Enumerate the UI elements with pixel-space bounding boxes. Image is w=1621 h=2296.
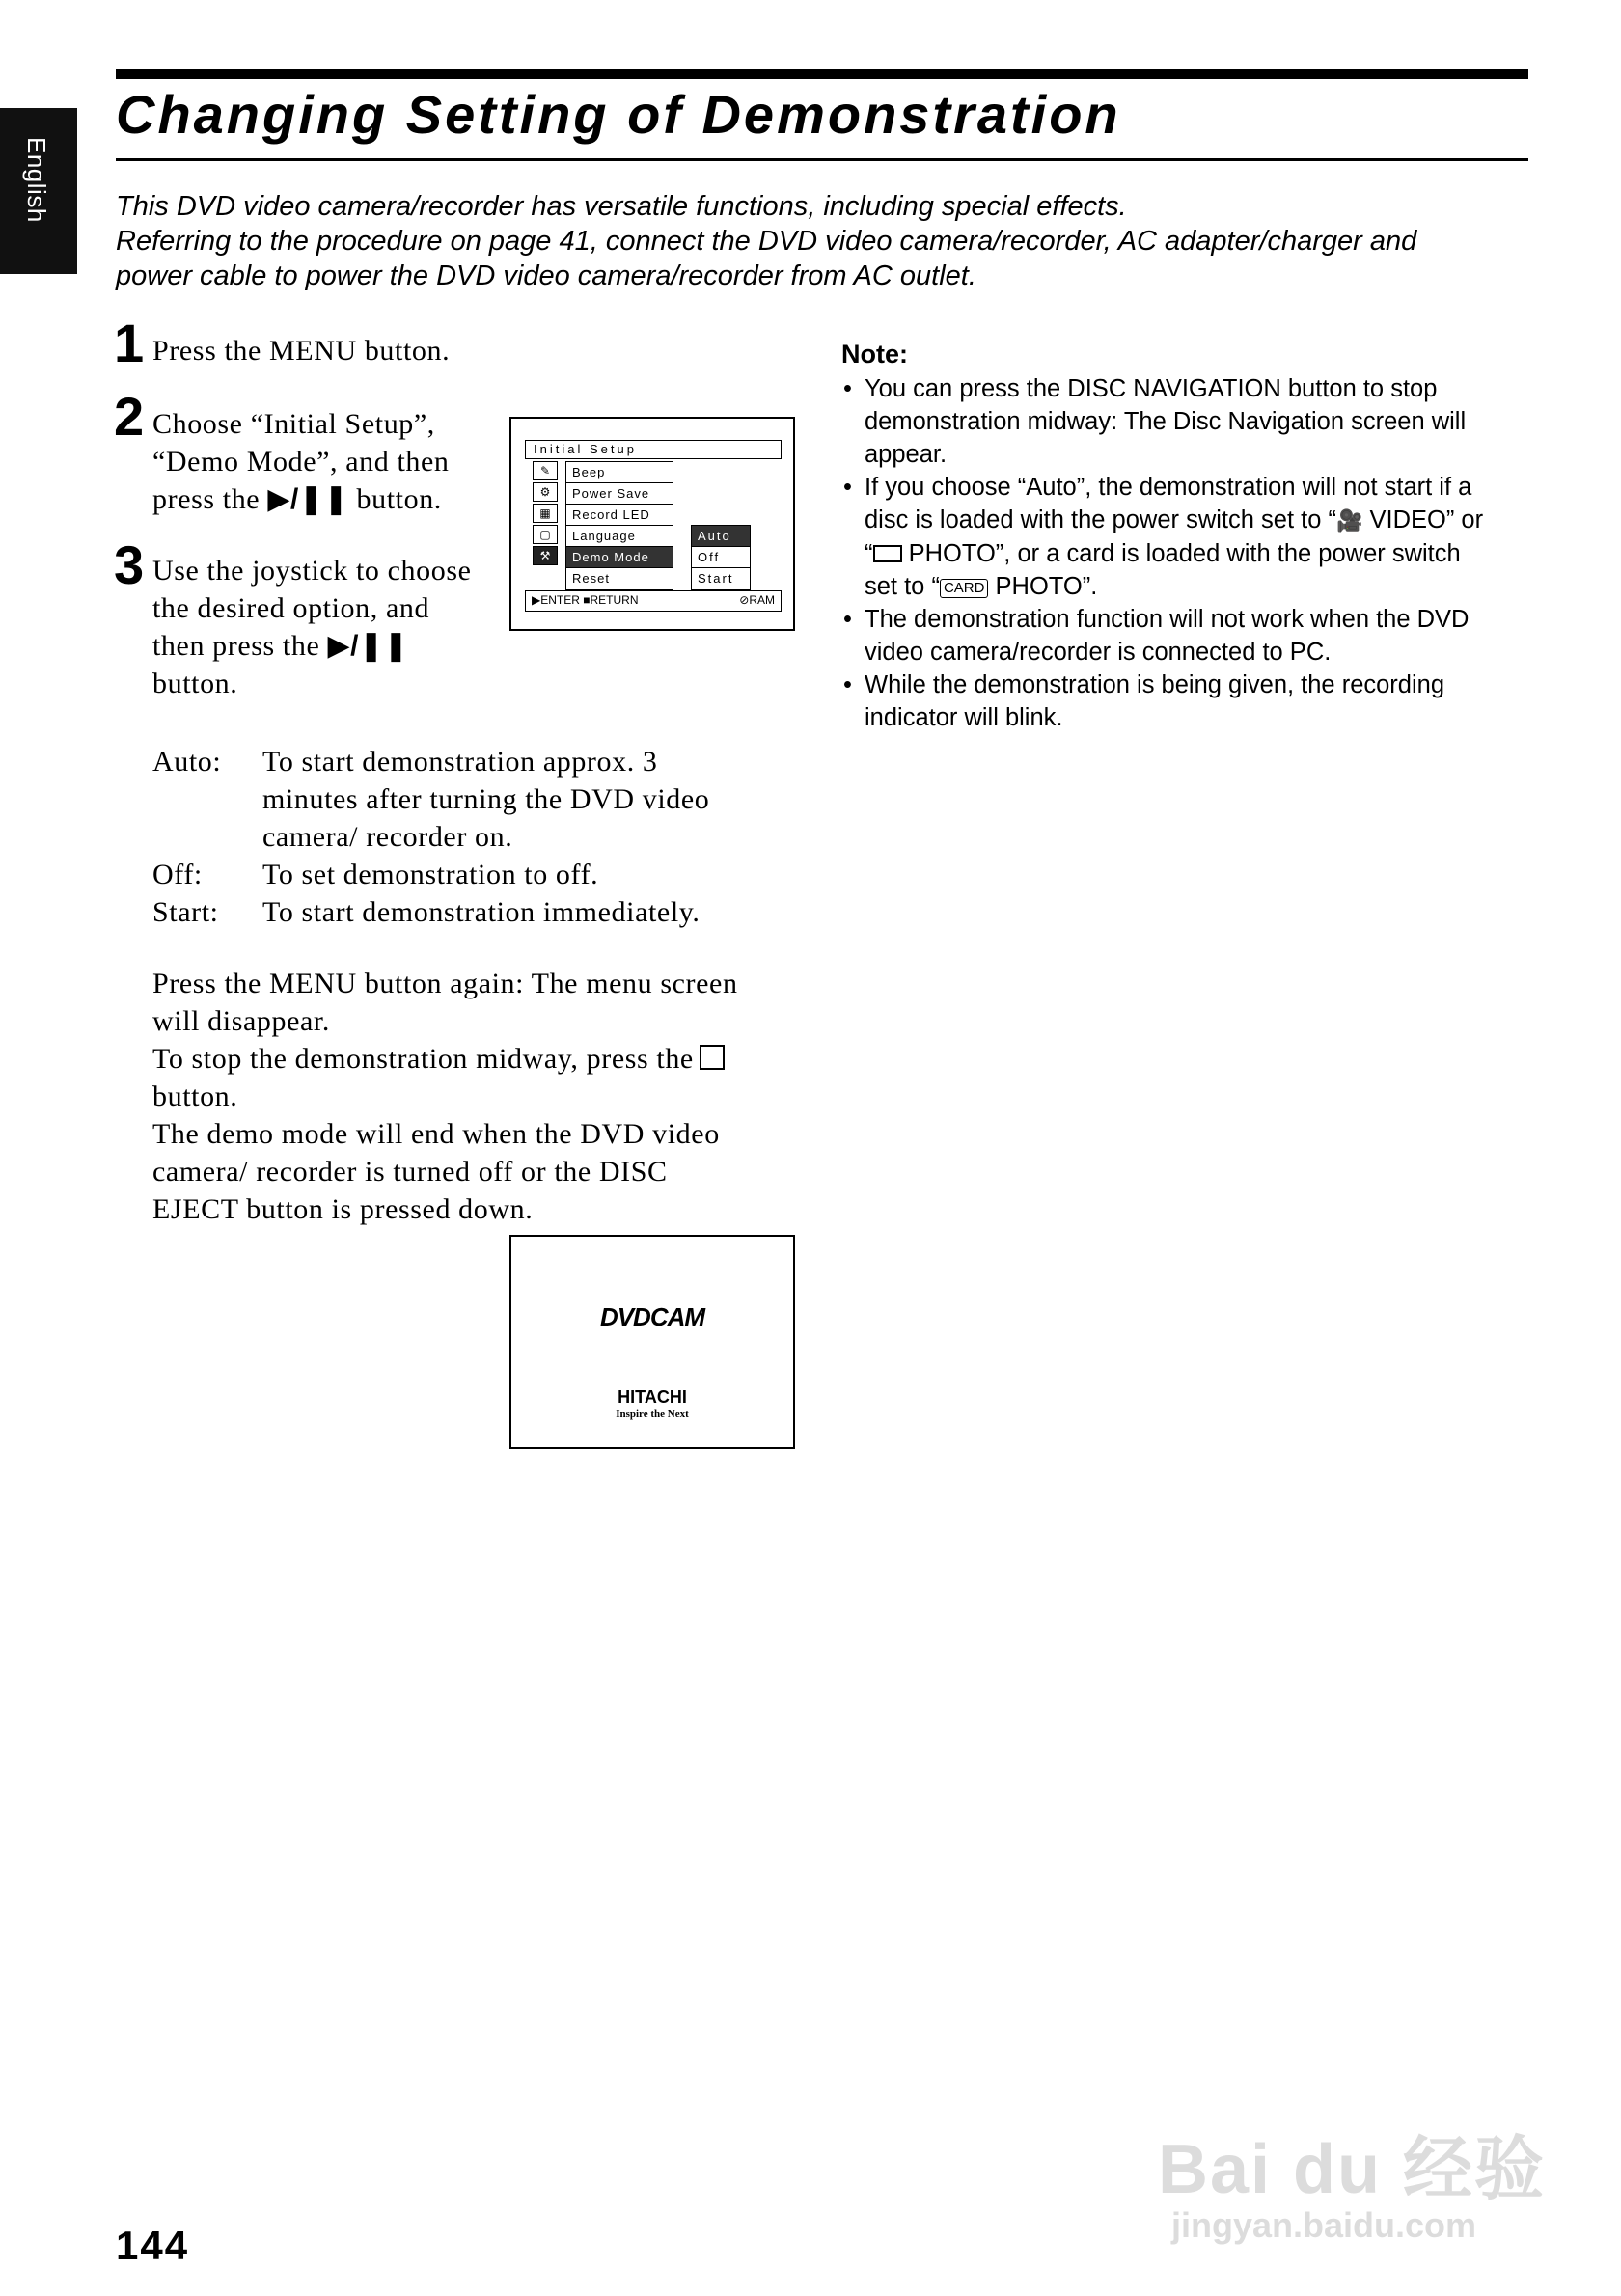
step-line-text: press the	[152, 483, 261, 515]
date-icon: ▦	[533, 504, 558, 523]
note-line	[865, 537, 1536, 570]
watermark-url: jingyan.baidu.com	[1171, 2205, 1477, 2245]
menu-option: Off	[692, 547, 750, 568]
step-line: button.	[152, 668, 238, 699]
option-label: Start:	[152, 896, 219, 928]
option-row	[152, 743, 828, 856]
page-title: Changing Setting of Demonstration	[116, 84, 1121, 145]
option-description	[262, 743, 828, 856]
intro-line: This DVD video camera/recorder has versatile functions, including special effects.	[116, 191, 1127, 222]
option-description	[262, 856, 828, 893]
menu-item-selected: Demo Mode	[566, 547, 673, 568]
card-icon: CARD	[940, 579, 989, 598]
initial-setup-icon: ⚒	[533, 546, 558, 565]
setup-icon: ✎	[533, 461, 558, 480]
note-line: demonstration midway: The Disc Navigation screen will	[865, 408, 1467, 435]
footer-enter-label: ENTER	[540, 593, 580, 607]
note-line: • While the demonstration is being given, the recording	[865, 671, 1445, 698]
closing-paragraph	[152, 965, 809, 1228]
enter-icon: ▶	[532, 593, 541, 607]
note-text: PHOTO”.	[988, 573, 1098, 600]
note-text: PHOTO”, or a card is loaded with the power switch	[901, 540, 1461, 567]
menu-footer-media	[739, 591, 775, 611]
closing-line: camera/ recorder is turned off or the DISC	[152, 1156, 668, 1188]
closing-line: button.	[152, 1080, 238, 1112]
closing-line	[152, 1040, 809, 1078]
menu-footer-nav	[532, 591, 639, 611]
return-icon: ■	[583, 593, 591, 607]
demo-logo-screen	[509, 1235, 795, 1449]
option-row	[152, 893, 828, 931]
note-item	[841, 669, 1536, 734]
dvdcam-logo: DVDCAM	[599, 1302, 705, 1331]
hitachi-tagline: Inspire the Next	[616, 1408, 689, 1420]
closing-line: The demo mode will end when the DVD video	[152, 1118, 720, 1150]
note-text: VIDEO” or	[1362, 506, 1484, 533]
note-heading: Note:	[841, 340, 908, 369]
menu-screen-illustration	[509, 417, 795, 631]
footer-ram-label: RAM	[749, 593, 775, 607]
step-line: Press the MENU button.	[152, 335, 451, 367]
note-text: set to “	[865, 573, 940, 600]
menu-item: Beep	[566, 462, 673, 483]
note-line: • If you choose “Auto”, the demonstration will not start if a	[865, 474, 1472, 501]
closing-line-text: To stop the demonstration midway, press the	[152, 1043, 694, 1075]
note-text: “	[865, 540, 873, 567]
page-number: 144	[116, 2223, 190, 2268]
title-rule-bottom	[116, 158, 1528, 161]
menu-item: Language	[566, 526, 673, 547]
hitachi-logo: HITACHI	[618, 1387, 687, 1407]
step-line	[152, 627, 509, 665]
menu-item-list	[565, 461, 673, 590]
note-line: • You can press the DISC NAVIGATION button to stop	[865, 375, 1438, 402]
step-line	[152, 480, 500, 518]
menu-item: Power Save	[566, 483, 673, 505]
step-2-text	[152, 405, 500, 518]
step-1-text	[152, 332, 450, 369]
menu-footer	[525, 590, 782, 612]
note-list	[841, 372, 1536, 734]
option-line: To start demonstration approx. 3	[262, 746, 658, 778]
closing-line: EJECT button is pressed down.	[152, 1193, 534, 1225]
menu-title: Initial Setup	[525, 440, 782, 459]
note-text: disc is loaded with the power switch set to “	[865, 506, 1336, 533]
menu-item: Reset	[572, 571, 610, 586]
note-line: video camera/recorder is connected to PC.	[865, 639, 1332, 666]
baidu-watermark	[1158, 2113, 1547, 2248]
intro-paragraph	[116, 189, 1544, 293]
option-label: Off:	[152, 859, 203, 890]
disc-icon: ⊘	[739, 593, 750, 607]
option-label: Auto:	[152, 746, 222, 778]
side-tab-label: English	[22, 137, 51, 223]
note-item	[841, 372, 1536, 471]
option-descriptions	[152, 743, 828, 931]
note-line: • The demonstration function will not work when the DVD	[865, 606, 1470, 633]
footer-return-label: RETURN	[590, 593, 639, 607]
video-camera-icon: 🎥	[1335, 508, 1363, 533]
step-3-text	[152, 552, 509, 702]
menu-option: Start	[698, 571, 734, 586]
language-side-tab	[0, 108, 77, 274]
option-line: minutes after turning the DVD video	[262, 783, 710, 815]
intro-line: Referring to the procedure on page 41, connect the DVD video camera/recorder, AC adapter/charger and	[116, 226, 1417, 257]
menu-option-selected: Auto	[692, 526, 750, 547]
note-line	[865, 570, 1536, 603]
note-line: appear.	[865, 441, 948, 468]
note-item	[841, 603, 1536, 669]
step-line: Choose “Initial Setup”,	[152, 408, 435, 440]
step-line: Use the joystick to choose	[152, 555, 472, 587]
option-line: To set demonstration to off.	[262, 859, 599, 890]
intro-line: power cable to power the DVD video camera/recorder from AC outlet.	[116, 260, 976, 291]
play-pause-icon: ▶/❚❚	[327, 630, 409, 662]
option-line: camera/ recorder on.	[262, 821, 513, 853]
menu-icon-column	[533, 461, 562, 567]
play-pause-icon: ▶/❚❚	[267, 483, 349, 515]
title-rule-top	[116, 69, 1528, 79]
option-description	[262, 893, 828, 931]
step-3-number: 3	[114, 534, 145, 595]
step-line: the desired option, and	[152, 592, 430, 624]
menu-item: Record LED	[566, 505, 673, 526]
display-icon: ▢	[533, 525, 558, 544]
note-item	[841, 471, 1536, 603]
option-row	[152, 856, 828, 893]
closing-line: will disappear.	[152, 1005, 330, 1037]
stop-button-icon	[700, 1045, 725, 1070]
note-line	[865, 504, 1536, 537]
step-1-number: 1	[114, 313, 145, 373]
option-line: To start demonstration immediately.	[262, 896, 701, 928]
step-line-text: then press the	[152, 630, 320, 662]
program-icon: ⚙	[533, 482, 558, 502]
menu-option-list	[691, 525, 751, 590]
note-line: indicator will blink.	[865, 704, 1063, 731]
step-2-number: 2	[114, 386, 145, 447]
step-line: “Demo Mode”, and then	[152, 446, 450, 478]
step-line-text: button.	[356, 483, 442, 515]
watermark-main: Bai du 经验	[1158, 2131, 1547, 2208]
closing-line: Press the MENU button again: The menu screen	[152, 968, 738, 999]
photo-disc-icon	[873, 545, 902, 562]
